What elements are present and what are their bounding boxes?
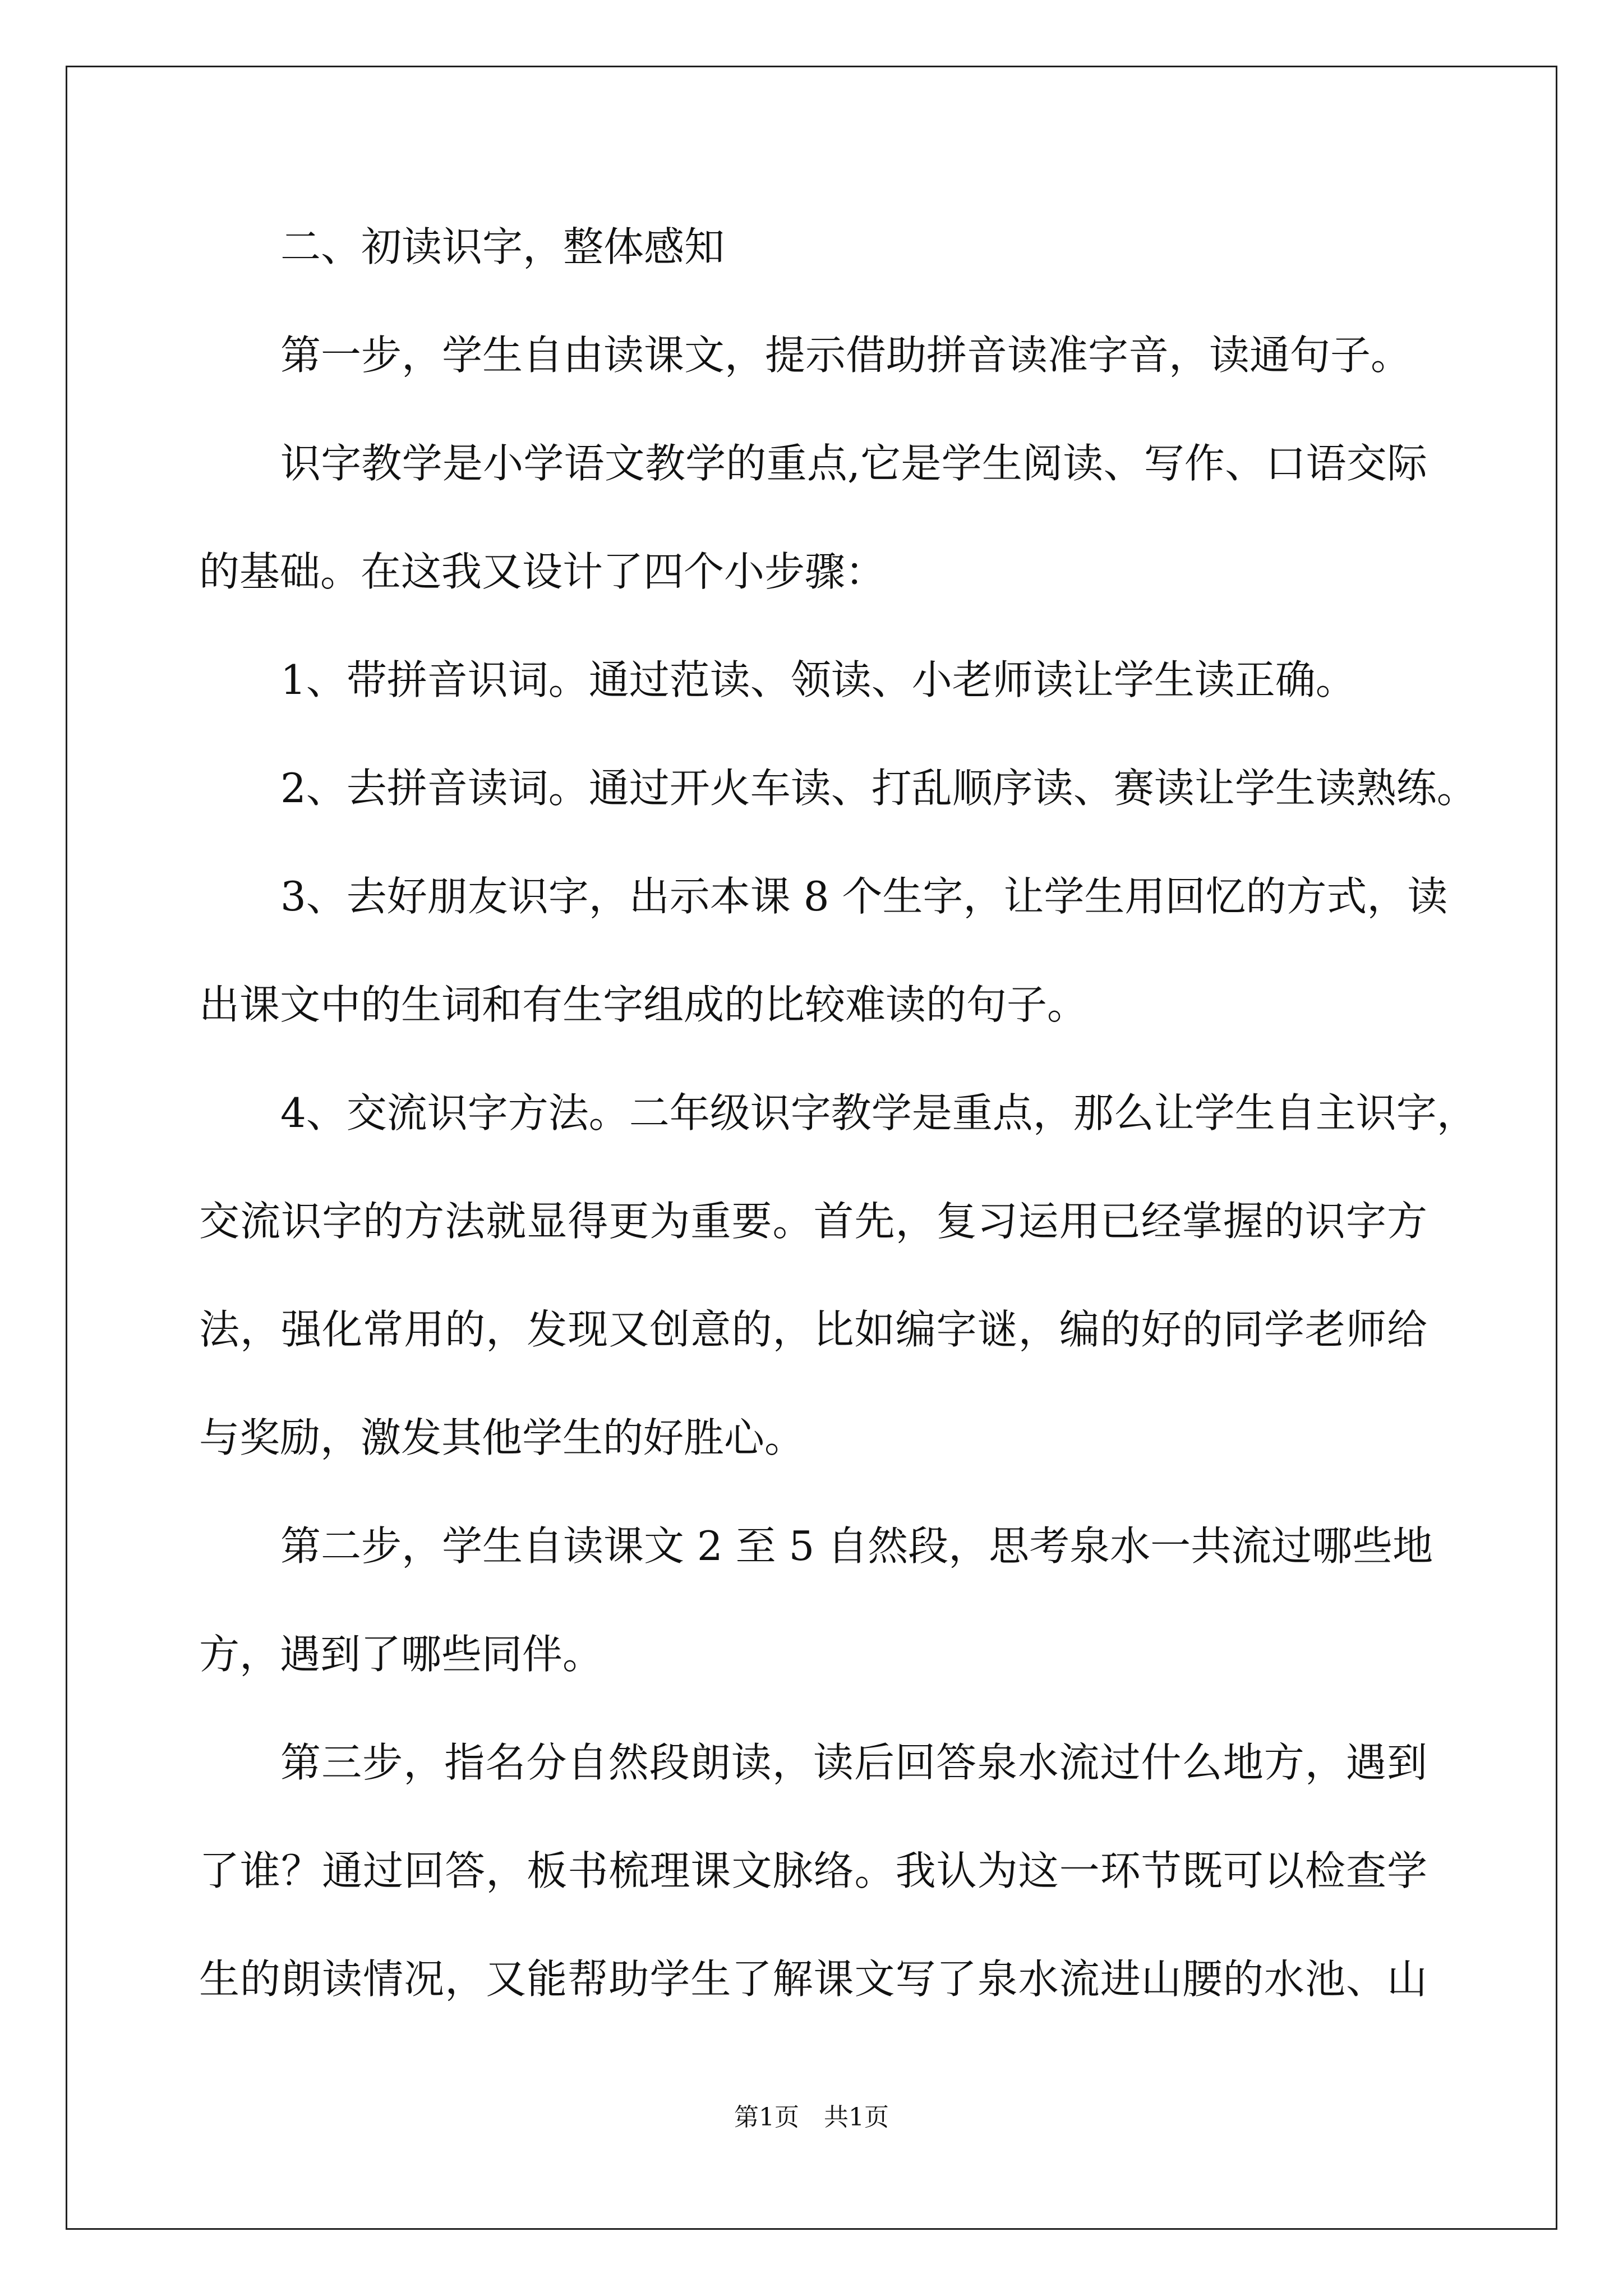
text-line: 交流识字的方法就显得更为重要。首先，复习运用已经掌握的识字方 xyxy=(199,1198,1427,1245)
section-heading: 二、初读识字，整体感知 xyxy=(280,223,725,270)
text-line: 第二步，学生自读课文 2 至 5 自然段，思考泉水一共流过哪些地 xyxy=(280,1522,1433,1570)
text-line: 了谁？通过回答，板书梳理课文脉络。我认为这一环节既可以检查学 xyxy=(199,1847,1427,1894)
text-line: 方，遇到了哪些同伴。 xyxy=(199,1631,603,1678)
text-line: 法，强化常用的，发现又创意的，比如编字谜，编的好的同学老师给 xyxy=(199,1306,1427,1353)
text-line: 2、去拼音读词。通过开火车读、打乱顺序读、赛读让学生读熟练。 xyxy=(280,765,1477,812)
text-line: 出课文中的生词和有生字组成的比较难读的句子。 xyxy=(199,981,1088,1028)
text-line: 的基础。在这我又设计了四个小步骤： xyxy=(199,548,886,595)
text-line: 与奖励，激发其他学生的好胜心。 xyxy=(199,1414,805,1461)
text-line: 第三步，指名分自然段朗读，读后回答泉水流过什么地方，遇到 xyxy=(280,1739,1427,1786)
text-line: 第一步，学生自由读课文，提示借助拼音读准字音，读通句子。 xyxy=(280,332,1412,379)
text-line: 1、带拼音识词。通过范读、领读、小老师读让学生读正确。 xyxy=(280,656,1356,703)
text-line: 4、交流识字方法。二年级识字教学是重点，那么让学生自主识字， xyxy=(280,1089,1477,1137)
text-line: 识字教学是小学语文教学的重点,它是学生阅读、写作、口语交际 xyxy=(280,440,1427,487)
page-footer: 第1页 共1页 xyxy=(734,2103,889,2132)
text-line: 3、去好朋友识字，出示本课 8 个生字，让学生用回忆的方式，读 xyxy=(280,873,1448,920)
text-line: 生的朗读情况，又能帮助学生了解课文写了泉水流进山腰的水池、山 xyxy=(199,1955,1427,2003)
page-border xyxy=(66,66,1557,2230)
